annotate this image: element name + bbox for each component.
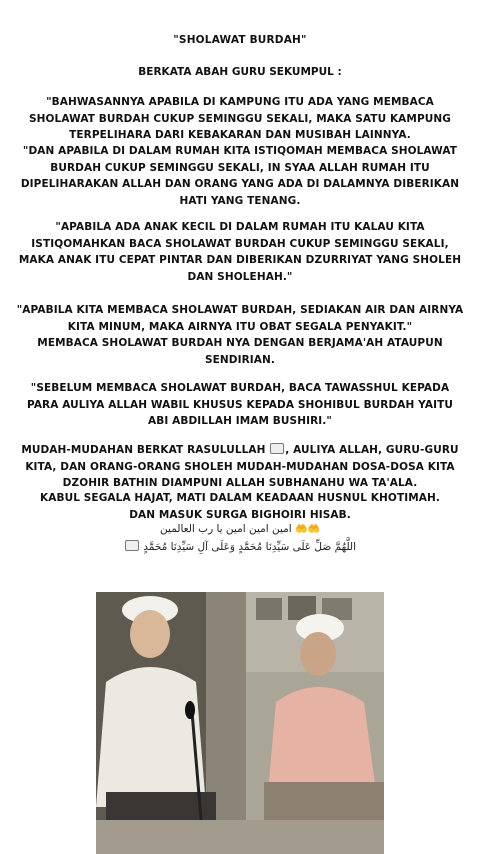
paragraph-kampung: "BAHWASANNYA APABILA DI KAMPUNG ITU ADA YANG MEMBACA SHOLAWAT BURDAH CUKUP SEMINGGU SEKALI, MAKA SATU KAMPUNG TERPELIHARA DARI KEBAKARAN DAN MUSIBAH LAINNYA. xyxy=(28,96,451,142)
paragraph-surga: DAN MASUK SURGA BIGHOIRI HISAB. xyxy=(129,509,351,521)
page-subtitle: BERKATA ABAH GURU SEKUMPUL : xyxy=(138,66,342,78)
wall-frame xyxy=(256,598,282,620)
photo-foreground xyxy=(96,820,384,854)
paragraph-berjamaah: MEMBACA SHOLAWAT BURDAH NYA DENGAN BERJAMA'AH ATAUPUN SENDIRIAN. xyxy=(37,337,443,366)
arabic-amin-line xyxy=(0,523,480,535)
right-person-face xyxy=(300,632,336,676)
paragraph-doa xyxy=(16,442,464,492)
left-person-face xyxy=(130,610,170,658)
arabic-salawat-text: اللَّهُمَّ صَلِّ عَلَى سَيِّدِنَا مُحَمَّدٍ وَعَلَى آلِ سَيِّدِنَا مُحَمَّدٍ xyxy=(143,541,357,553)
paragraph-anak: "APABILA ADA ANAK KECIL DI DALAM RUMAH ITU KALAU KITA ISTIQOMAHKAN BACA SHOLAWAT BURDAH CUKUP SEMINGGU SEKALI, MAKA ANAK ITU CEPAT PINTAR DAN DIBERIKAN DZURRIYAT YANG SHOLEH DAN SHOLEHAH." xyxy=(18,221,462,283)
left-person-robe xyxy=(96,667,206,807)
paragraph-hajat: KABUL SEGALA HAJAT, MATI DALAM KEADAAN HUSNUL KHOTIMAH. xyxy=(40,492,440,504)
photo xyxy=(96,592,384,854)
saw-icon xyxy=(125,540,139,551)
photo-illustration xyxy=(96,592,384,854)
paragraph-tawasshul: "SEBELUM MEMBACA SHOLAWAT BURDAH, BACA TAWASSHUL KEPADA PARA AULIYA ALLAH WABIL KHUSUS KEPADA SHOHIBUL BURDAH YAITU ABI ABDILLAH IMAM BUSHIRI." xyxy=(27,382,453,428)
doa-text-end: , AULIYA ALLAH, GURU-GURU KITA, DAN ORANG-ORANG SHOLEH MUDAH-MUDAHAN DOSA-DOSA KITA DZOHIR BATHIN DIAMPUNI ALLAH SUBHANAHU WA TA'ALA. xyxy=(25,444,459,490)
praying-hands-icon: 🤲🤲 xyxy=(295,524,320,535)
arabic-amin-text: امين امين امين يا رب العالمين xyxy=(160,523,292,535)
microphone xyxy=(185,701,195,719)
saw-icon xyxy=(270,443,284,454)
right-person-shirt xyxy=(268,687,376,792)
arabic-salawat-line xyxy=(0,540,480,553)
doa-text-start: MUDAH-MUDAHAN BERKAT RASULULLAH xyxy=(21,444,266,456)
paragraph-air: "APABILA KITA MEMBACA SHOLAWAT BURDAH, SEDIAKAN AIR DAN AIRNYA KITA MINUM, MAKA AIRNYA ITU OBAT SEGALA PENYAKIT." xyxy=(16,304,464,333)
paragraph-rumah: "DAN APABILA DI DALAM RUMAH KITA ISTIQOMAH MEMBACA SHOLAWAT BURDAH CUKUP SEMINGGU SEKALI, IN SYAA ALLAH RUMAH ITU DIPELIHARAKAN ALLAH DAN ORANG YANG ADA DI DALAMNYA DIBERIKAN HATI YANG TENANG. xyxy=(20,145,460,207)
page-title: "SHOLAWAT BURDAH" xyxy=(173,34,307,46)
